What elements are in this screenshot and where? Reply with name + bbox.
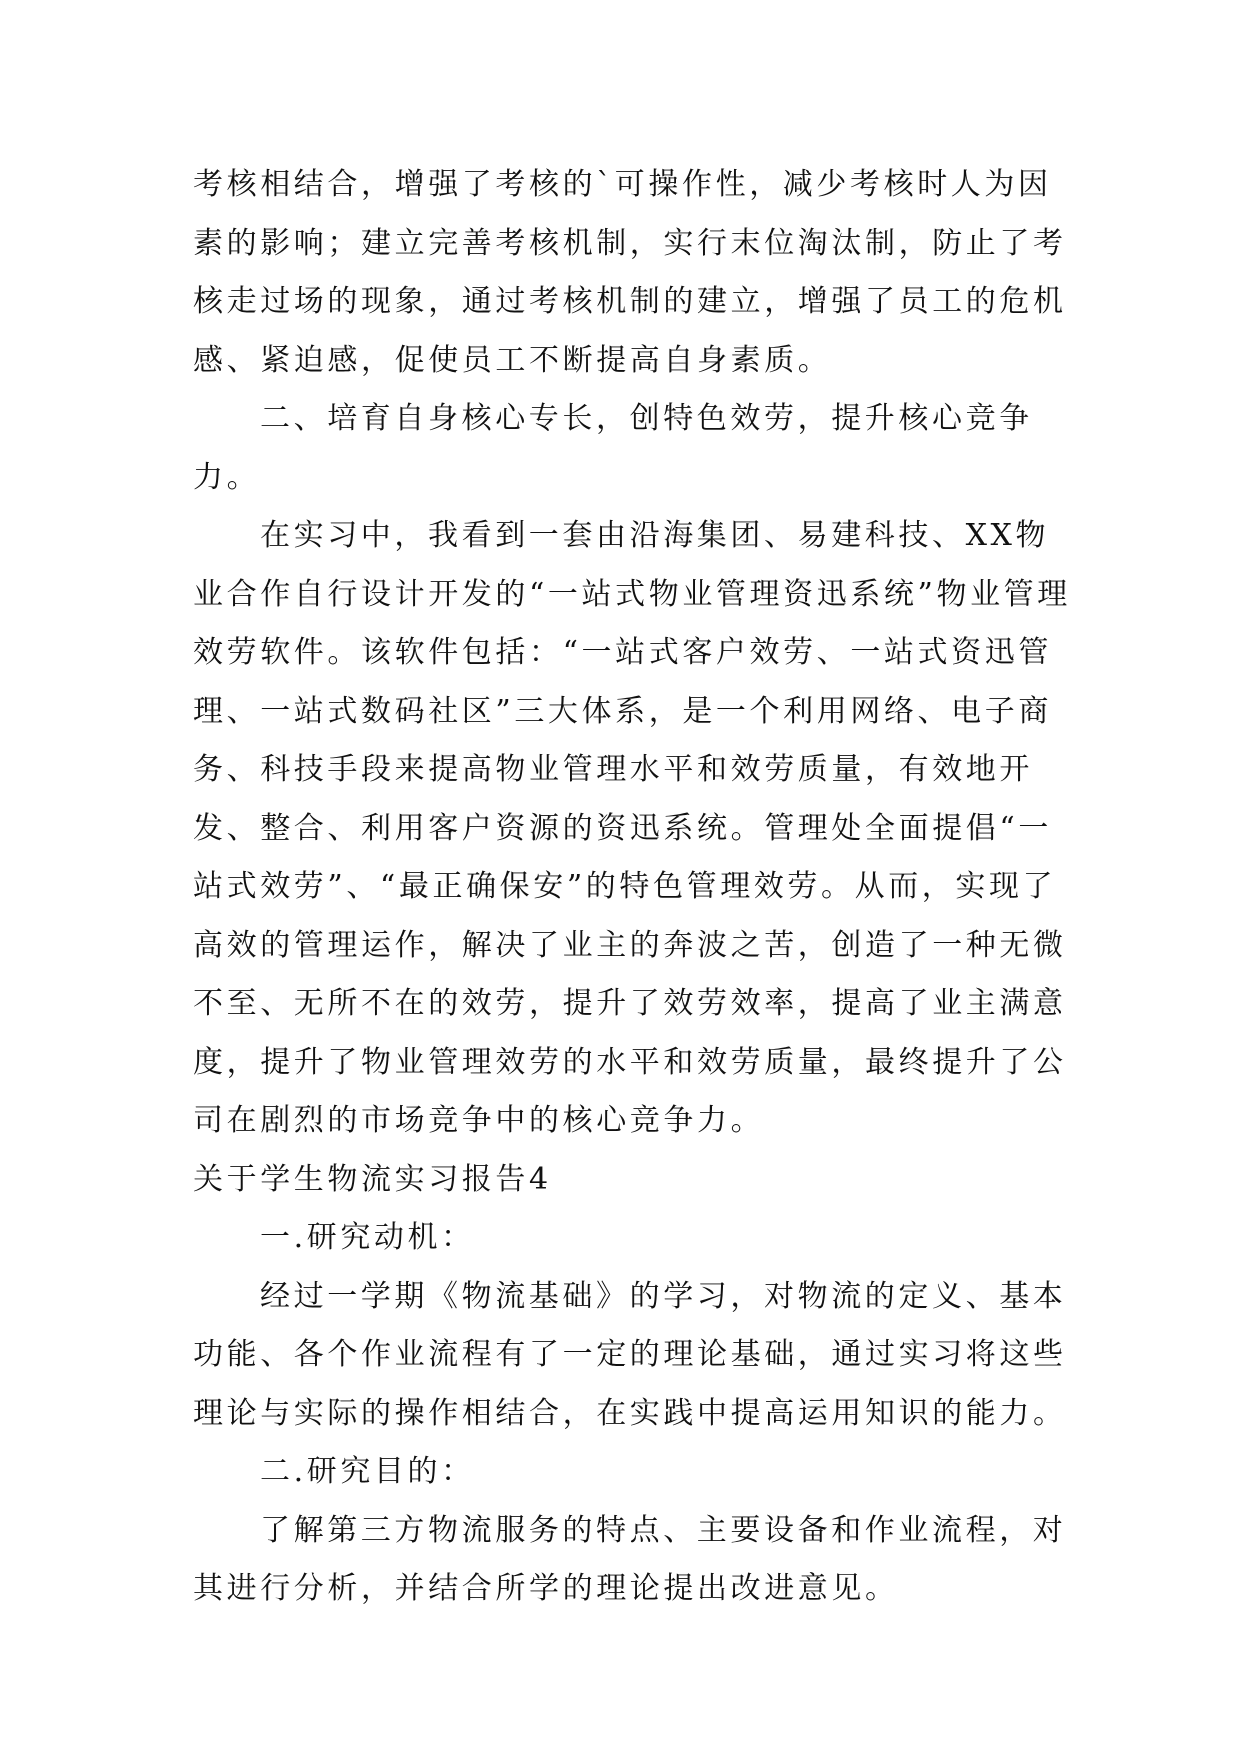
- paragraph-one-stop-system: 在实习中，我看到一套由沿海集团、易建科技、XX物业合作自行设计开发的“一站式物业管理资迅系统”物业管理效劳软件。该软件包括：“一站式客户效劳、一站式资迅管理、一站式数码社区”三大体系，是一个利用网络、电子商务、科技手段来提高物业管理水平和效劳质量，有效地开发、整合、利用客户资源的资迅系统。管理处全面提倡“一站式效劳”、“最正确保安”的特色管理效劳。从而，实现了高效的管理运作，解决了业主的奔波之苦，创造了一种无微不至、无所不在的效劳，提升了效劳效率，提高了业主满意度，提升了物业管理效劳的水平和效劳质量，最终提升了公司在剧烈的市场竞争中的核心竞争力。: [193, 518, 1071, 1138]
- paragraph-research-motivation-title: 一.研究动机：: [260, 1220, 475, 1255]
- document-body: [193, 156, 1073, 1619]
- paragraph-research-purpose-title: 二.研究目的：: [260, 1454, 475, 1489]
- paragraph-core-competence-title: 二、培育自身核心专长，创特色效劳，提升核心竞争力。: [193, 401, 1033, 495]
- paragraph-research-motivation-body: 经过一学期《物流基础》的学习，对物流的定义、基本功能、各个作业流程有了一定的理论基础，通过实习将这些理论与实际的操作相结合，在实践中提高运用知识的能力。: [193, 1278, 1067, 1431]
- paragraph-assessment-continuation: 考核相结合，增强了考核的`可操作性，减少考核时人为因素的影响；建立完善考核机制，实行末位淘汰制，防止了考核走过场的现象，通过考核机制的建立，增强了员工的危机感、紧迫感，促使员工不断提高自身素质。: [193, 167, 1067, 378]
- section-heading-report-4: 关于学生物流实习报告4: [193, 1161, 552, 1197]
- paragraph-research-purpose-body: 了解第三方物流服务的特点、主要设备和作业流程，对其进行分析，并结合所学的理论提出改进意见。: [193, 1512, 1067, 1606]
